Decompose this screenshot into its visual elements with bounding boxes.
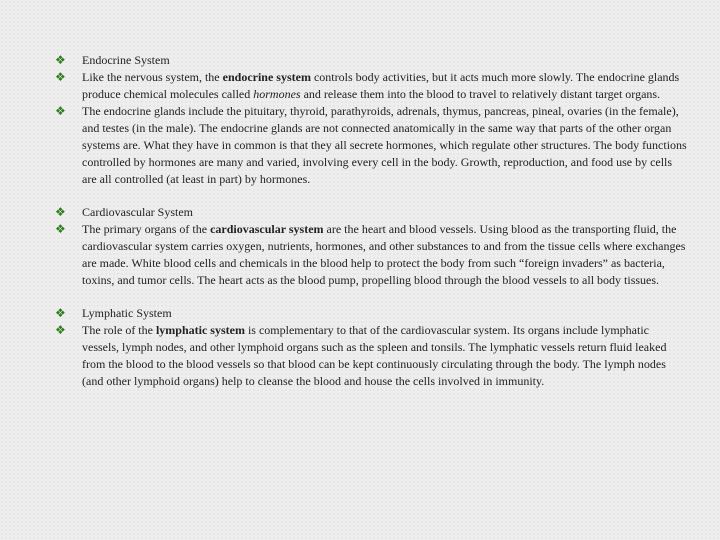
term-lymphatic-system: lymphatic system bbox=[155, 323, 245, 337]
diamond-bullet-icon: ❖ bbox=[55, 104, 66, 118]
diamond-bullet-icon: ❖ bbox=[55, 306, 66, 320]
bullet-list bbox=[55, 52, 687, 390]
term-endocrine-system: endocrine system bbox=[222, 70, 311, 84]
section-gap bbox=[55, 289, 687, 305]
term-hormones: hormones bbox=[253, 87, 301, 101]
paragraph-lymphatic: ❖ The role of the lymphatic system is complementary to that of the cardiovascular system. Its organs include lymphatic vessels, lymph nodes, and other lymphoid organs such as the spleen and tonsils. The lymphatic vessels return fluid leaked from the blood to the blood vessels so that blood can be kept continuously circulating through the body. The lymph nodes (and other lymphoid organs) help to cleanse the blood and house the cells involved in immunity. bbox=[55, 323, 667, 388]
diamond-bullet-icon: ❖ bbox=[55, 323, 66, 337]
section-gap bbox=[55, 188, 687, 204]
diamond-bullet-icon: ❖ bbox=[55, 70, 66, 84]
term-cardiovascular-system: cardiovascular system bbox=[210, 222, 324, 236]
diamond-bullet-icon: ❖ bbox=[55, 205, 66, 219]
section-heading-endocrine: ❖ Endocrine System bbox=[55, 53, 170, 67]
section-heading-cardiovascular: ❖ Cardiovascular System bbox=[55, 205, 193, 219]
section-heading-lymphatic: ❖ Lymphatic System bbox=[55, 306, 172, 320]
diamond-bullet-icon: ❖ bbox=[55, 53, 66, 67]
paragraph-endocrine-1: ❖ Like the nervous system, the endocrine system controls body activities, but it acts much more slowly. The endocrine glands produce chemical molecules called hormones and release them into the blood to travel to relatively distant target organs. bbox=[55, 70, 680, 101]
paragraph-cardiovascular: ❖ The primary organs of the cardiovascular system are the heart and blood vessels. Using blood as the transporting fluid, the cardiovascular system carries oxygen, nutrients, hormones, and other substances to and from the tissue cells where exchanges are made. White blood cells and chemicals in the blood help to protect the body from such “foreign invaders” as bacteria, toxins, and tumor cells. The heart acts as the blood pump, propelling blood through the blood vessels to all body tissues. bbox=[55, 222, 686, 287]
diamond-bullet-icon: ❖ bbox=[55, 222, 66, 236]
paragraph-endocrine-2: ❖ The endocrine glands include the pituitary, thyroid, parathyroids, adrenals, thymus, pancreas, pineal, ovaries (in the female), and testes (in the male). The endocrine glands are not connected anatomically in the same way that parts of the other organ systems are. What they have in common is that they all secrete hormones, which regulate other structures. The body functions controlled by hormones are many and varied, involving every cell in the body. Growth, reproduction, and food use by cells are all controlled (at least in part) by hormones. bbox=[55, 104, 687, 186]
